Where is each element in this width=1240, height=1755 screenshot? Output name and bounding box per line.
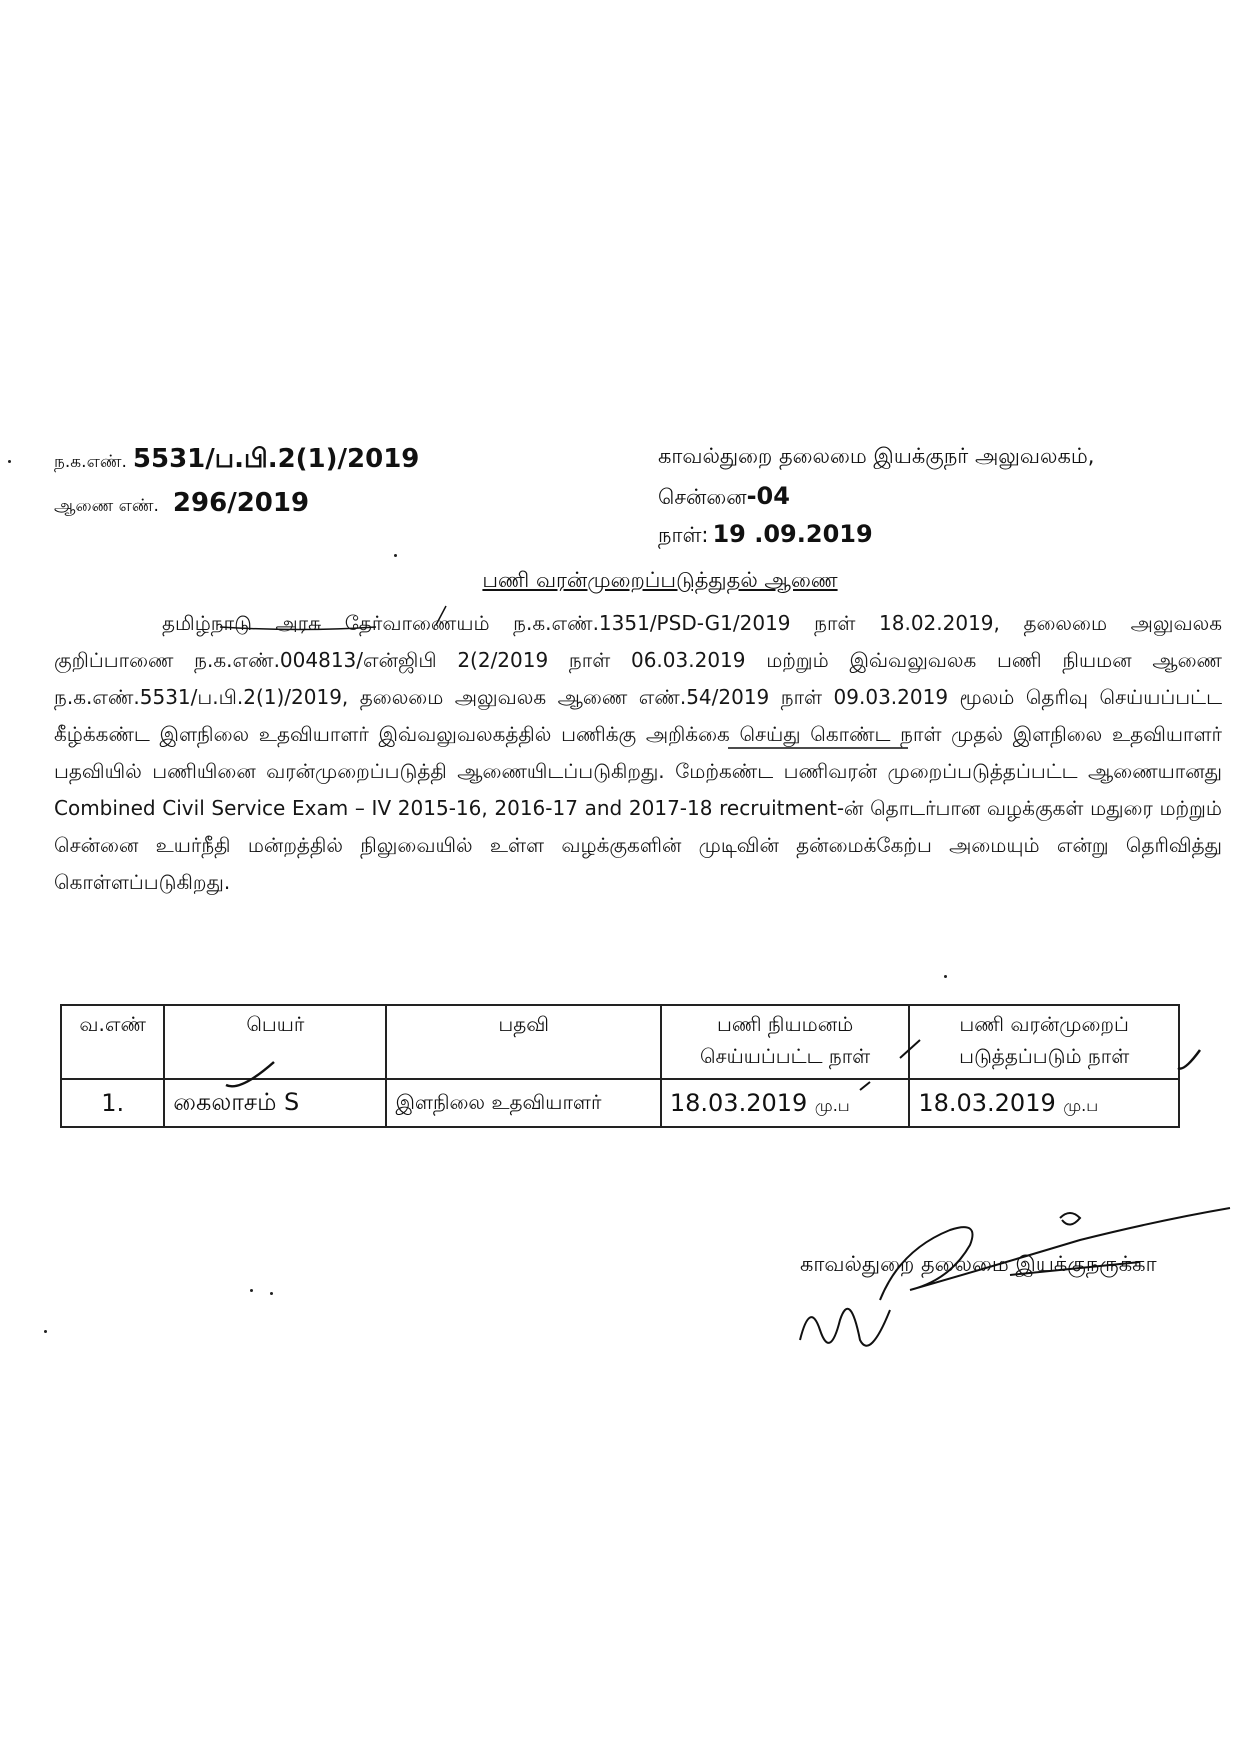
header-appointment-date [661,1005,909,1079]
signatory-designation: காவல்துறை தலைமை இயக்குநருக்கா [800,1252,1157,1276]
table-header-row [61,1005,1179,1079]
document-title-text: பணி வரன்முறைப்படுத்துதல் ஆணை [482,568,838,592]
cell-name: கைலாசம் S [164,1079,386,1127]
scan-speck [8,460,11,463]
header-serial-number: வ.எண் [61,1005,164,1079]
signature-icon [780,1190,1240,1370]
cell-regularisation-date [909,1079,1179,1127]
appointment-date-value: 18.03.2019 [669,1089,808,1117]
header-regularisation-line2: படுத்தப்படும் நாள் [959,1044,1130,1068]
scan-speck [270,1292,273,1295]
date-line [658,520,873,550]
cell-appointment-date [661,1079,909,1127]
date-value: 19 .09.2019 [712,520,873,548]
scan-speck [250,1289,253,1292]
reference-number-line [54,444,419,477]
date-label: நாள்: [658,523,709,547]
office-address-line: காவல்துறை தலைமை இயக்குநர் அலுவலகம், [658,444,1095,468]
regularisation-table [60,1004,1180,1128]
city-line [658,482,790,512]
header-appointment-line2: செய்யப்பட்ட நாள் [699,1044,871,1068]
reference-number: 5531/ப.பி.2(1)/2019 [132,444,420,474]
order-body-paragraph: தமிழ்நாடு அரசு தேர்வாணையம் ந.க.எண்.1351/PSD-G1/2019 நாள் 18.02.2019, தலைமை அலுவலக குறிப்பாணை ந.க.எண்.004813/என்ஜிபி 2(2/2019 நாள் 06.03.2019 மற்றும் இவ்வலுவலக பணி நியமன ஆணை ந.க.எண்.5531/ப.பி.2(1)/2019, தலைமை அலுவலக ஆணை எண்.54/2019 நாள் 09.03.2019 மூலம் தெரிவு செய்யப்பட்ட கீழ்க்கண்ட இளநிலை உதவியாளர் இவ்வலுவலகத்தில் பணிக்கு அறிக்கை செய்து கொண்ட நாள் முதல் இளநிலை உதவியாளர் பதவியில் பணியினை வரன்முறைப்படுத்தி ஆணையிடப்படுகிறது. மேற்கண்ட பணிவரன் முறைப்படுத்தப்பட்ட ஆணையானது Combined Civil Service Exam – IV 2015-16, 2016-17 and 2017-18 recruitment-ன் தொடர்பான வழக்குகள் மதுரை மற்றும் சென்னை உயர்நீதி மன்றத்தில் நிலுவையில் உள்ள வழக்குகளின் முடிவின் தன்மைக்கேற்ப அமையும் என்று தெரிவித்து கொள்ளப்படுகிறது. [54,611,1223,894]
scan-speck [394,554,397,557]
document-title [0,568,1240,595]
header-appointment-line1: பணி நியமனம் [716,1012,854,1036]
regularisation-date-value: 18.03.2019 [918,1089,1056,1117]
appointment-date-suffix: மு.ப [814,1096,850,1115]
reference-label: ந.க.எண். [54,452,127,472]
cell-serial-number: 1. [61,1079,164,1127]
regularisation-date-suffix: மு.ப [1063,1096,1099,1115]
table-row [61,1079,1179,1127]
order-label: ஆணை எண். [54,496,159,516]
header-regularisation-date [909,1005,1179,1079]
scan-speck [44,1330,47,1333]
tick-mark-regularisation [1178,1050,1200,1069]
city-code: -04 [746,482,790,510]
header-regularisation-line1: பணி வரன்முறைப் [959,1012,1129,1036]
city-label: சென்னை [658,485,747,509]
order-number-line [54,488,309,518]
header-post: பதவி [386,1005,660,1079]
scan-speck [944,975,947,978]
cell-post: இளநிலை உதவியாளர் [386,1079,660,1127]
header-name: பெயர் [164,1005,386,1079]
order-number: 296/2019 [172,488,310,518]
